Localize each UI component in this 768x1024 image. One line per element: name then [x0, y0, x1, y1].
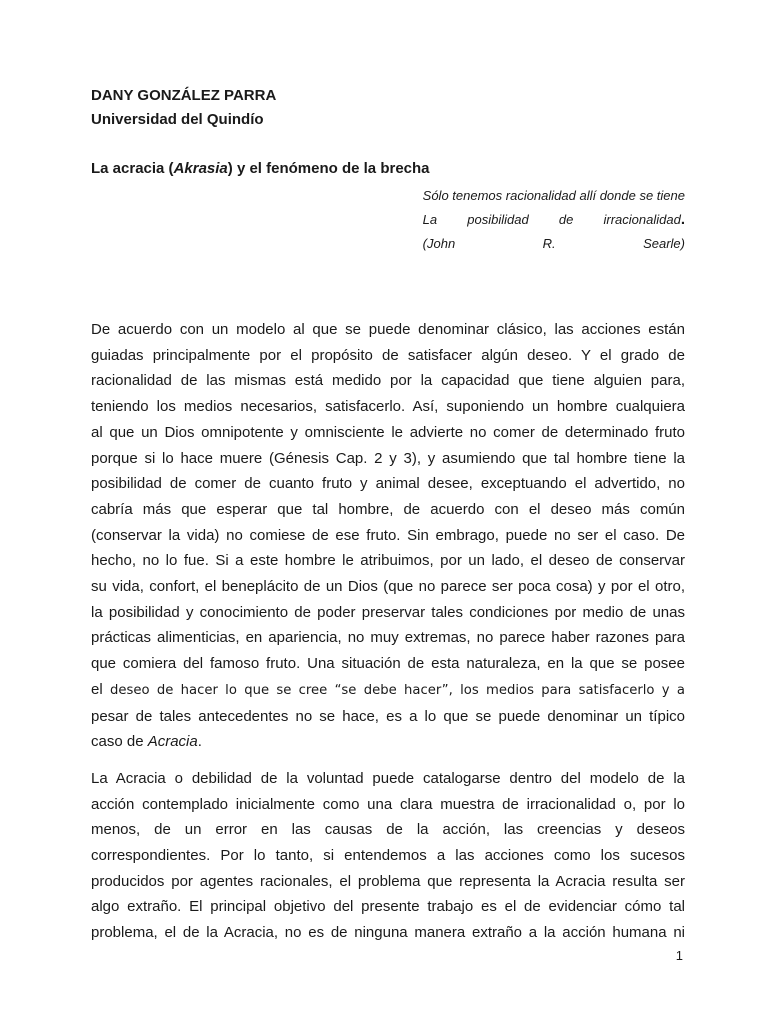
- paragraph-line: cabría más que esperar que tal hombre, de acuerdo con el deseo más común: [91, 500, 685, 518]
- paragraph-line: racionalidad de las mismas está medido por la capacidad que tiene alguien para,: [91, 372, 685, 390]
- epigraph-line-2-text: La posibilidad de irracionalidad: [422, 212, 681, 227]
- line-17-italic-term: Acracia: [147, 733, 198, 751]
- line-17-end: .: [197, 733, 202, 751]
- epigraph-line-2: [423, 208, 685, 232]
- paragraph-line: [91, 729, 685, 755]
- paragraph-line: teniendo los medios necesarios, satisfacerlo. Así, suponiendo un hombre cualquiera: [91, 398, 685, 416]
- author-affiliation: Universidad del Quindío: [91, 111, 264, 128]
- line-17-start: caso de: [91, 733, 148, 751]
- paragraph-1: [91, 317, 685, 755]
- paragraph-2: [91, 766, 685, 946]
- paragraph-line: acción contemplado inicialmente como una clara muestra de irracionalidad o, por lo: [91, 795, 685, 813]
- paragraph-line: producidos por agentes racionales, el problema que representa la Acracia resulta ser: [91, 872, 685, 890]
- paragraph-line: La Acracia o debilidad de la voluntad puede catalogarse dentro del modelo de la: [91, 769, 685, 787]
- epigraph-line-1: Sólo tenemos racionalidad allí donde se tiene: [422, 188, 685, 203]
- paragraph-line: que comiera del famoso fruto. Una situación de esta naturaleza, en la que se posee: [91, 655, 685, 673]
- paragraph-line: [91, 677, 685, 704]
- paragraph-line: prácticas alimenticias, en apariencia, no muy extremas, no parece haber razones para: [91, 629, 685, 647]
- paragraph-line: porque si lo hace muere (Génesis Cap. 2 y 3), y asumiendo que tal hombre tiene la: [91, 449, 685, 467]
- line-15-start: el: [91, 680, 103, 698]
- paragraph-line: correspondientes. Por lo tanto, si entendemos a las acciones como los sucesos: [91, 847, 685, 865]
- paragraph-line: menos, de un error en las causas de la acción, las creencias y deseos: [91, 821, 685, 839]
- title-prefix: La acracia (: [91, 160, 174, 177]
- paragraph-line: la posibilidad y conocimiento de poder preservar tales condiciones por medio de unas: [91, 603, 685, 621]
- paragraph-line: pesar de tales antecedentes no se hace, es a lo que se puede denominar un típico: [91, 707, 685, 725]
- author-name: DANY GONZÁLEZ PARRA: [91, 87, 277, 104]
- paragraph-line: problema, el de la Acracia, no es de ninguna manera extraño a la acción humana ni: [91, 924, 685, 942]
- epigraph: [423, 184, 685, 256]
- paragraph-line: hecho, no lo fue. Si a este hombre le atribuimos, por un lado, el deseo de conservar: [91, 552, 685, 570]
- paragraph-line: al que un Dios omnipotente y omnisciente le advierte no comer de determinado fruto: [91, 423, 685, 441]
- paragraph-line: guiadas principalmente por el propósito de satisfacer algún deseo. Y el grado de: [91, 346, 685, 364]
- paragraph-line: su vida, confort, el beneplácito de un Dios (que no parece ser poca cosa) y por el otro,: [91, 578, 685, 596]
- line-15-rest: deseo de hacer lo que se cree “se debe hacer”, los medios para satisfacerlo y a: [109, 682, 685, 698]
- paragraph-line: (conservar la vida) no comiese de ese fruto. Sin embrago, puede no ser el caso. De: [91, 526, 685, 544]
- title-italic-term: Akrasia: [173, 160, 228, 177]
- title-suffix: ) y el fenómeno de la brecha: [227, 160, 430, 177]
- paper-title: [91, 159, 430, 179]
- body-text: [91, 317, 685, 946]
- epigraph-attribution: (John R. Searle): [422, 236, 685, 251]
- paragraph-line: De acuerdo con un modelo al que se puede denominar clásico, las acciones están: [91, 321, 685, 338]
- paragraph-line: posibilidad de comer de cuanto fruto y animal desee, exceptuando el advertido, no: [91, 475, 685, 493]
- header-block: [91, 86, 685, 130]
- epigraph-line-2-period: .: [680, 211, 685, 228]
- paragraph-line: algo extraño. El principal objetivo del presente trabajo es el de evidenciar cómo tal: [91, 898, 685, 916]
- page-number: 1: [675, 948, 683, 963]
